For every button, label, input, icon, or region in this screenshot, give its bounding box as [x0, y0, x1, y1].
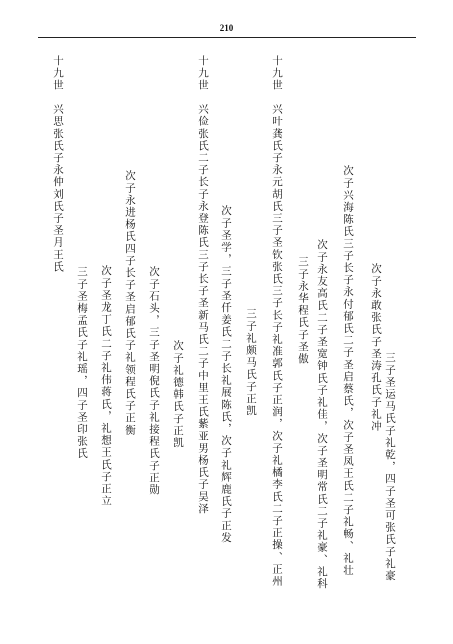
text-column: 三子圣梅孟氏子礼瑶，四子圣印张氏 [76, 266, 88, 460]
page-number: 210 [219, 23, 234, 33]
text-column: 次子永进杨氏四子长子圣启郁氏子礼领程氏子正衡 [124, 170, 136, 437]
text-column: 三子圣运马氏子礼乾，四子圣可张氏子礼豪 [384, 352, 396, 582]
text-column: 次子礼德韩氏子正凯 [172, 340, 184, 449]
text-column: 次子石头，三子圣明倪氏子礼接程氏子正勋 [148, 266, 160, 496]
text-column: 次子圣龙丁氏二子礼伟蒋氏，礼想王氏子正立 [100, 265, 112, 507]
header-rule [38, 37, 416, 38]
text-column: 十九世 兴思张氏子永仲刘氏子圣月王氏 [52, 55, 64, 273]
text-column: 三子永华程氏子圣傲 [297, 256, 309, 365]
text-column: 次子兴海陈氏三子长子永付郁氏二子圣启蔡氏，次子圣凤王氏二子礼畅、礼壮 [342, 165, 354, 577]
text-column: 次子永敢张氏子圣涛孔氏子礼冲 [370, 263, 382, 433]
text-column: 十九世 兴叶龚氏子永元胡氏三子圣钦张氏三子长子礼准郭氏子正润，次子礼橘李氏二子正操、正州 [271, 55, 283, 588]
text-column: 三子礼颇马氏子正凯 [245, 308, 257, 417]
text-column: 次子永友高氏二子圣宽钟氏子礼佳，次子圣明常氏二子礼豪、礼科 [316, 239, 328, 590]
text-column: 次子圣学，三子圣仟姜氏二子长礼展陈氏，次子礼辉鹿氏子正发 [220, 205, 232, 544]
text-column: 十九世 兴俭张氏二子长子永登陈氏三子长子圣新马氏二子中里王氏紫亚男杨氏子昊泽 [197, 55, 209, 515]
